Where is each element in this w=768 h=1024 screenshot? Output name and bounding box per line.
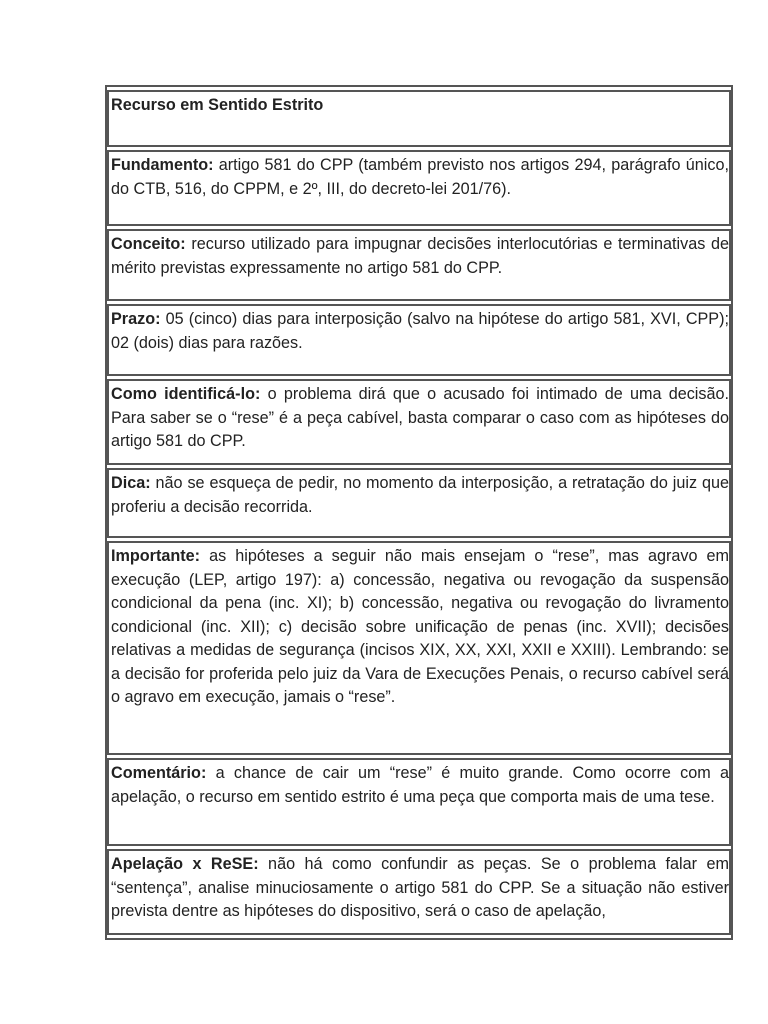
row-label: Fundamento: (111, 156, 214, 174)
table-row-apelacao-x-rese (107, 849, 731, 935)
cell-apelacao-x-rese (107, 849, 731, 935)
row-label: Prazo: (111, 310, 161, 328)
cell-importante (107, 541, 731, 755)
row-label: Conceito: (111, 235, 186, 253)
table-row-importante (107, 541, 731, 755)
cell-comentario (107, 758, 731, 846)
table-row-fundamento (107, 150, 731, 226)
cell-dica (107, 468, 731, 538)
row-label: Como identificá-lo: (111, 385, 261, 403)
cell-prazo (107, 304, 731, 376)
row-label: Apelação x ReSE: (111, 855, 259, 873)
cell-conceito (107, 229, 731, 301)
table-row-prazo (107, 304, 731, 376)
row-text: recurso utilizado para impugnar decisões interlocutórias e terminativas de mérito previstas expressamente no artigo 581 do CPP. (111, 235, 729, 277)
row-text: 05 (cinco) dias para interposição (salvo na hipótese do artigo 581, XVI, CPP); 02 (dois) dias para razões. (111, 310, 729, 352)
row-text: artigo 581 do CPP (também previsto nos artigos 294, parágrafo único, do CTB, 516, do CPPM, e 2º, III, do decreto-lei 201/76). (111, 156, 729, 198)
row-label: Importante: (111, 547, 201, 565)
row-label: Comentário: (111, 764, 207, 782)
title-row (107, 90, 731, 147)
document-table (105, 85, 733, 940)
cell-fundamento (107, 150, 731, 226)
document-title: Recurso em Sentido Estrito (107, 90, 731, 147)
row-text: não há como confundir as peças. Se o problema falar em “sentença”, analise minuciosamente o artigo 581 do CPP. Se a situação não estiver prevista dentre as hipóteses do dispositivo, será o caso de apelação, (111, 855, 729, 920)
table-row-conceito (107, 229, 731, 301)
row-text: as hipóteses a seguir não mais ensejam o “rese”, mas agravo em execução (LEP, artigo 197): a) concessão, negativa ou revogação da suspensão condicional da pena (inc. XI); b) concessão, negativa ou revogação do livramento condicional (inc. XII); c) decisão sobre unificação de penas (inc. XVII); decisões relativas a medidas de segurança (incisos XIX, XX, XXI, XXII e XXIII). Lembrando: se a decisão for proferida pelo juiz da Vara de Execuções Penais, o recurso cabível será o agravo em execução, jamais o “rese”. (111, 547, 729, 706)
row-text: não se esqueça de pedir, no momento da interposição, a retratação do juiz que proferiu a decisão recorrida. (111, 474, 729, 516)
table-row-comentario (107, 758, 731, 846)
row-text: a chance de cair um “rese” é muito grande. Como ocorre com a apelação, o recurso em sentido estrito é uma peça que comporta mais de uma tese. (111, 764, 729, 806)
row-text: o problema dirá que o acusado foi intimado de uma decisão. Para saber se o “rese” é a peça cabível, basta comparar o caso com as hipóteses do artigo 581 do CPP. (111, 385, 729, 450)
row-label: Dica: (111, 474, 151, 492)
table-row-como-identificar (107, 379, 731, 465)
cell-como-identificar (107, 379, 731, 465)
table-row-dica (107, 468, 731, 538)
